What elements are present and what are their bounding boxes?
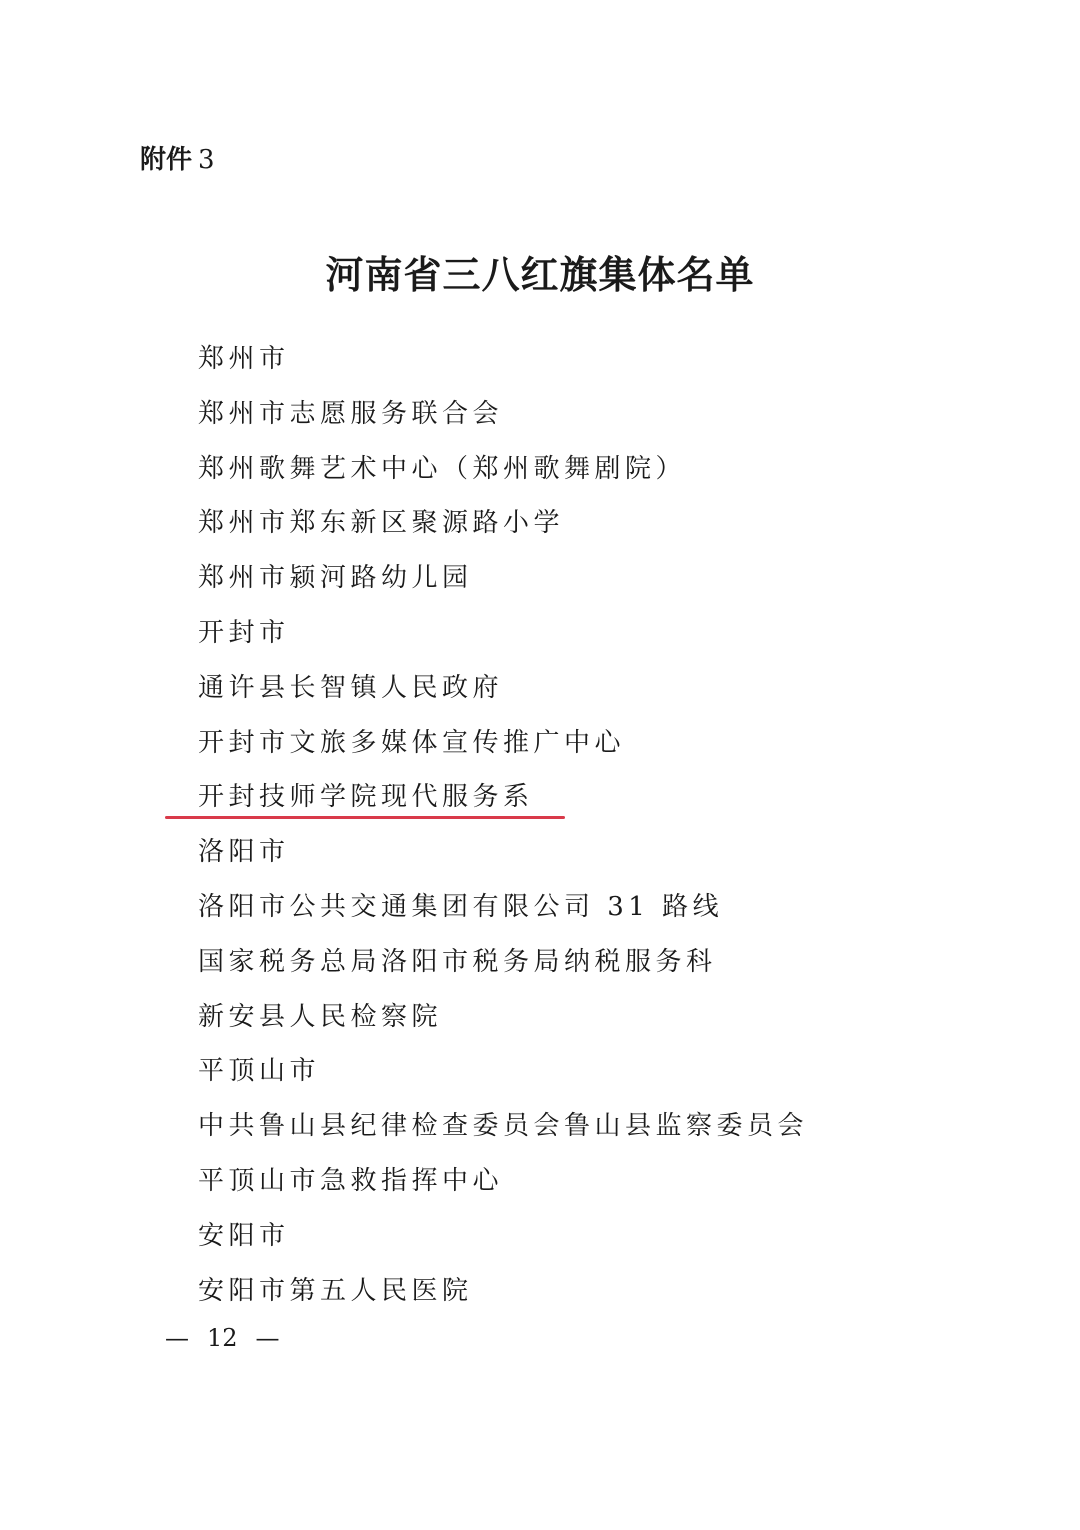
attachment-word: 附件: [140, 145, 193, 175]
list-item: 开封市文旅多媒体宣传推广中心: [198, 727, 626, 758]
list-item: 郑州市颍河路幼儿园: [198, 563, 473, 594]
list-item: 郑州市郑东新区聚源路小学: [198, 508, 565, 539]
list-item: 洛阳市公共交通集团有限公司 31 路线: [198, 891, 724, 922]
attachment-number: 3: [198, 145, 215, 175]
red-highlight-underline: [165, 816, 565, 819]
document-title: 河南省三八红旗集体名单: [325, 252, 755, 297]
attachment-label: [140, 143, 215, 177]
list-item: 郑州歌舞艺术中心（郑州歌舞剧院）: [198, 453, 687, 484]
list-item: 平顶山市: [198, 1056, 321, 1087]
page-number-value: 12: [207, 1324, 238, 1352]
list-item: 新安县人民检察院: [198, 1001, 443, 1032]
list-item: 中共鲁山县纪律检查委员会鲁山县监察委员会: [198, 1111, 809, 1142]
list-item: 平顶山市急救指挥中心: [198, 1165, 504, 1196]
page-number-dash-left: —: [165, 1324, 189, 1352]
list-item: 安阳市: [198, 1220, 290, 1251]
list-item: 通许县长智镇人民政府: [198, 672, 504, 703]
list-item: 国家税务总局洛阳市税务局纳税服务科: [198, 946, 717, 977]
collective-list: [198, 340, 808, 1326]
list-item: 开封市: [198, 617, 290, 648]
list-item: 安阳市第五人民医院: [198, 1275, 473, 1306]
list-item: 洛阳市: [198, 837, 290, 868]
page-number: [165, 1322, 280, 1354]
page-number-dash-right: —: [255, 1324, 280, 1352]
list-item: 郑州市: [198, 344, 290, 374]
list-item-highlighted: 开封技师学院现代服务系: [198, 782, 534, 813]
list-item: 郑州市志愿服务联合会: [198, 398, 504, 429]
